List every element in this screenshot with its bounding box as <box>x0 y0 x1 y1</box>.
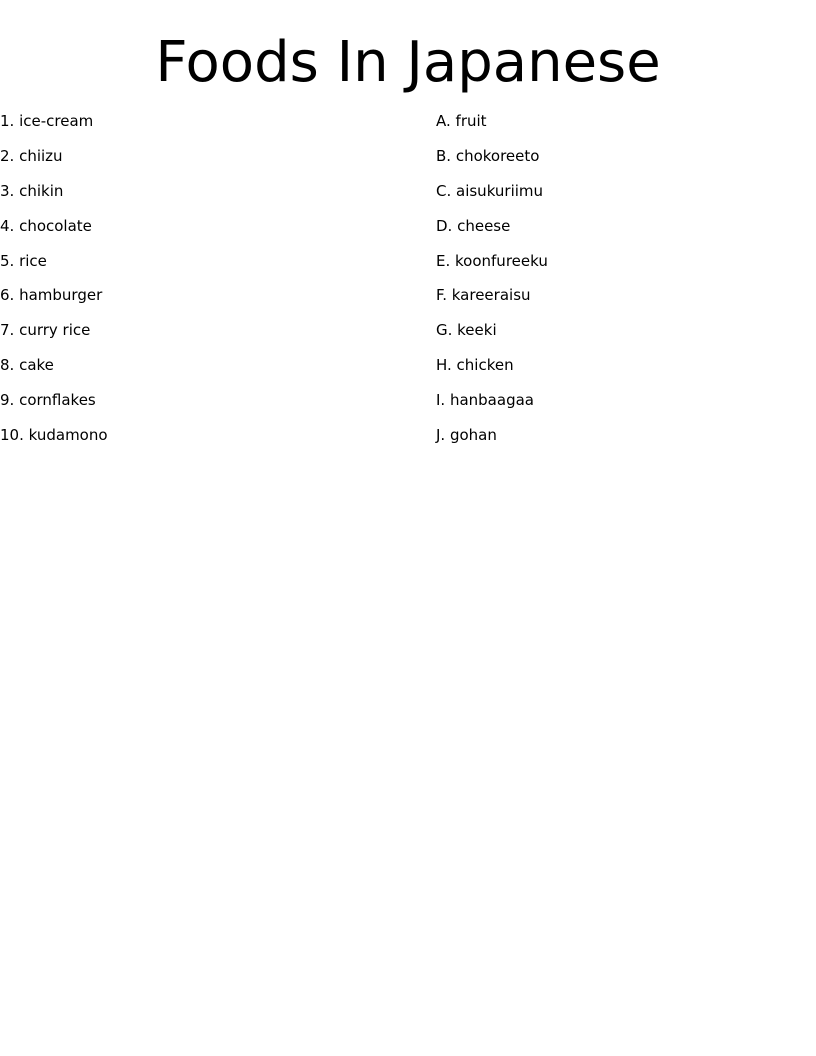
left-item-1: 1. ice-cream <box>0 112 94 130</box>
right-item-b: B. chokoreeto <box>436 146 540 165</box>
right-item-d: D. cheese <box>436 216 511 235</box>
left-item-5: 5. rice <box>0 251 47 270</box>
left-item-2: 2. chiizu <box>0 146 63 165</box>
right-item-h: H. chicken <box>436 356 514 375</box>
right-item-j: J. gohan <box>436 426 497 445</box>
left-item-4: 4. chocolate <box>0 216 92 235</box>
right-item-a: A. fruit <box>436 112 487 130</box>
left-item-10: 10. kudamono <box>0 426 108 445</box>
left-item-8: 8. cake <box>0 356 54 375</box>
right-match-column <box>436 110 548 459</box>
left-match-column <box>0 110 108 459</box>
right-item-f: F. kareeraisu <box>436 286 531 305</box>
left-item-6: 6. hamburger <box>0 286 103 305</box>
worksheet-title: Foods In Japanese <box>155 30 661 95</box>
left-item-9: 9. cornflakes <box>0 391 96 410</box>
left-item-3: 3. chikin <box>0 181 64 200</box>
right-item-i: I. hanbaagaa <box>436 391 534 410</box>
right-item-c: C. aisukuriimu <box>436 181 544 200</box>
right-item-e: E. koonfureeku <box>436 251 548 270</box>
left-item-7: 7. curry rice <box>0 321 91 340</box>
right-item-g: G. keeki <box>436 321 497 340</box>
